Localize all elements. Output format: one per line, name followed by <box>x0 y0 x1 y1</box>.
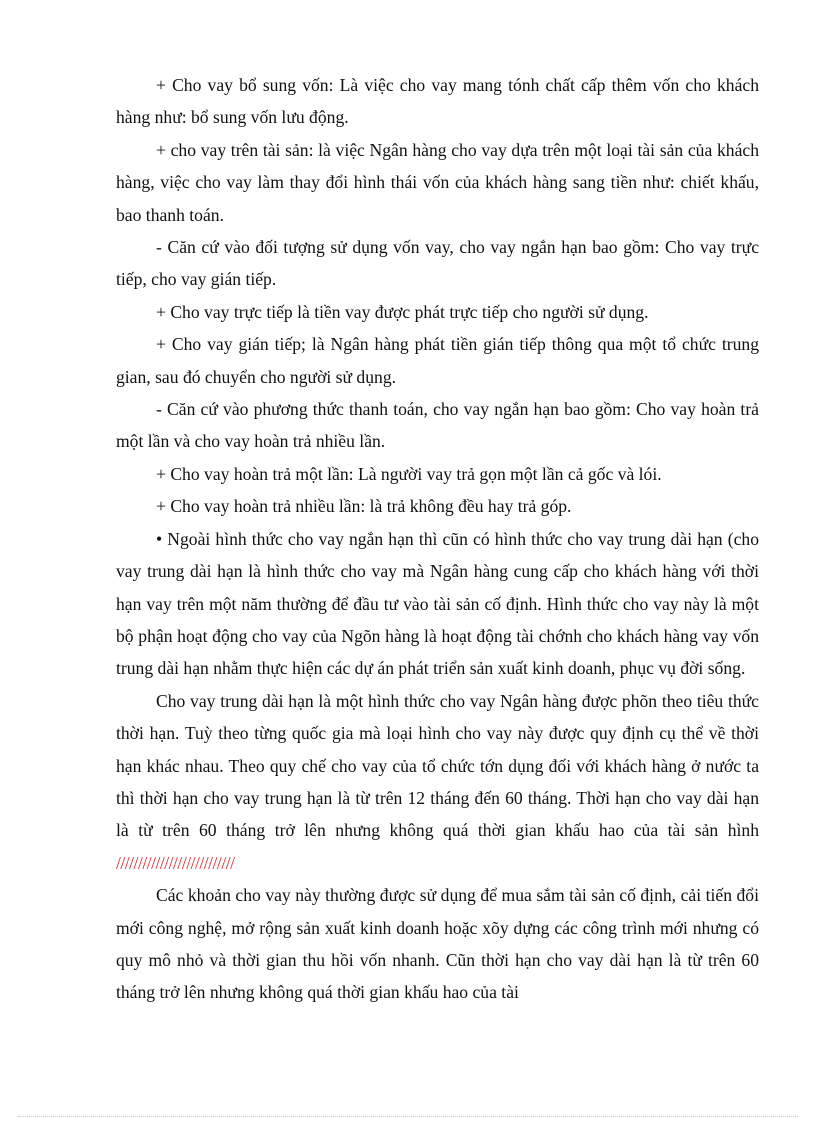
paragraph-by-repayment: - Căn cứ vào phương thức thanh toán, cho vay ngắn hạn bao gồm: Cho vay hoàn trả một lần và cho vay hoàn trả nhiều lần. <box>116 399 759 452</box>
paragraph-installment-repayment: + Cho vay hoàn trả nhiều lần: là trả không đều hay trả góp. <box>156 496 572 517</box>
paragraph-single-repayment: + Cho vay hoàn trả một lần: Là người vay trả gọn một lần cả gốc và lói. <box>156 463 662 484</box>
paragraph-indirect-loan: + Cho vay gián tiếp; là Ngân hàng phát tiền gián tiếp thông qua một tổ chức trung gian, sau đó chuyển cho người sử dụng. <box>116 334 759 387</box>
paragraph-direct-loan: + Cho vay trực tiếp là tiền vay được phát trực tiếp cho người sử dụng. <box>156 301 649 322</box>
paragraph-medium-long-term-intro: • Ngoài hình thức cho vay ngắn hạn thì cũn có hình thức cho vay trung dài hạn (cho vay trung dài hạn là hình thức cho vay mà Ngân hàng cung cấp cho khách hàng với thời hạn vay trên một năm thường để đầu tư vào tài sản cố định. Hình thức cho vay này là một bộ phận hoạt động cho vay của Ngõn hàng là hoạt động tài chớnh cho khách hàng vay vốn trung dài hạn nhằm thực hiện các dự án phát triển sản xuất kinh doanh, phục vụ đời sống. <box>116 528 759 679</box>
page-bottom-divider <box>18 1116 798 1117</box>
paragraph-asset-based-loan: + cho vay trên tài sản: là việc Ngân hàng cho vay dựa trên một loại tài sản của khách hàng, việc cho vay làm thay đổi hình thái vốn của khách hàng sang tiền như: chiết khấu, bao thanh toán. <box>116 139 759 225</box>
paragraph-by-purpose: - Căn cứ vào đối tượng sử dụng vốn vay, cho vay ngắn hạn bao gồm: Cho vay trực tiếp, cho vay gián tiếp. <box>116 237 759 290</box>
paragraph-supplementary-loan: + Cho vay bổ sung vốn: Là việc cho vay mang tónh chất cấp thêm vốn cho khách hàng như: bổ sung vốn lưu động. <box>116 75 759 128</box>
paragraph-medium-long-term-text: Cho vay trung dài hạn là một hình thức cho vay Ngân hàng được phõn theo tiêu thức thời hạn. Tuỳ theo từng quốc gia mà loại hình cho vay này được quy định cụ thể về thời hạn khác nhau. Theo quy chế cho vay của tổ chức tớn dụng đối với khách hàng ở nước ta thì thời hạn cho vay trung hạn là từ trên 12 tháng đến 60 tháng. Thời hạn cho vay dài hạn là từ trên 60 tháng trở lên nhưng không quá thời gian khấu hao của tài sản hình <box>116 690 759 841</box>
red-slash-marks: /////////////////////////// <box>116 852 235 873</box>
paragraph-medium-long-term-definition <box>116 685 759 879</box>
paragraph-loan-usage: Các khoản cho vay này thường được sử dụng để mua sắm tài sản cố định, cải tiến đổi mới công nghệ, mở rộng sản xuất kinh doanh hoặc xõy dựng các công trình mới nhưng có quy mô nhỏ và thời gian thu hồi vốn nhanh. Cũn thời hạn cho vay dài hạn là từ trên 60 tháng trở lên nhưng không quá thời gian khấu hao của tài <box>116 885 759 1003</box>
document-body <box>116 69 759 1009</box>
